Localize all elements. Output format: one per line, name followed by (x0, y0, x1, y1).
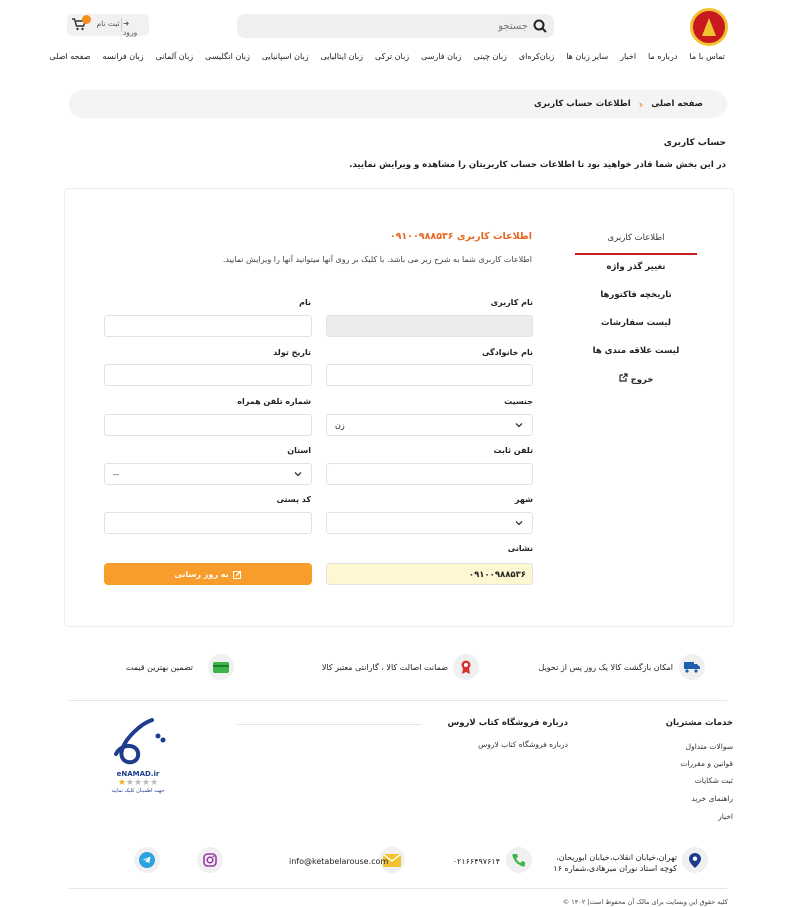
province-label: استان (287, 446, 311, 455)
footer-address-line2: کوچه استاد نوران میرهادی،شماره ۱۶ (553, 864, 677, 873)
nav-item-news[interactable]: اخبار (620, 52, 637, 61)
nav-item-persian[interactable]: زبان فارسی (421, 52, 462, 61)
location-icon (682, 847, 708, 873)
enamad-logo-icon (108, 716, 168, 766)
breadcrumb-home[interactable]: صفحه اصلی (651, 99, 703, 109)
chevron-down-icon (514, 420, 524, 430)
enamad-badge[interactable] (108, 716, 168, 792)
nav-item-turkish[interactable]: زبان ترکی (375, 52, 410, 61)
footer-address-line1: تهران،خیابان انقلاب،خیابان ابوریحان، (556, 853, 677, 862)
footer-email[interactable]: info@ketabelarouse.com (289, 857, 389, 866)
feature-guarantee: ضمانت اصالت کالا ، گارانتی معتبر کالا (321, 663, 448, 672)
breadcrumb-current: اطلاعات حساب کاربری (534, 99, 631, 109)
gender-select[interactable] (326, 414, 533, 436)
address-label: نشانی (507, 544, 533, 553)
nav-item-home[interactable]: صفحه اصلی (49, 52, 91, 61)
chevron-down-icon (293, 469, 303, 479)
sidebar-item-change-password[interactable]: تغییر گذر واژه (606, 262, 666, 272)
footer-phone[interactable]: ۰۲۱۶۶۴۹۷۶۱۴ (452, 857, 500, 866)
nav-item-chinese[interactable]: زبان چینی (473, 52, 507, 61)
footer-link-rules[interactable]: قوانین و مقررات (680, 759, 733, 768)
update-button-label: به روز رسانی (174, 569, 229, 579)
copyright: کلیه حقوق این وبسایت برای مالک آن محفوظ است| ۱۴۰۲ © (562, 898, 728, 906)
city-label: شهر (514, 495, 533, 504)
username-label: نام کاربری (490, 298, 533, 307)
update-button[interactable] (104, 563, 312, 585)
services-title: خدمات مشتریان (665, 718, 733, 728)
nav-item-italian[interactable]: زبان ایتالیایی (320, 52, 363, 61)
rating-stars: ★★★★★ (117, 778, 159, 788)
edit-icon (233, 570, 242, 579)
footer-link-faq[interactable]: سوالات متداول (685, 742, 733, 751)
first-name-label: نام (299, 298, 311, 307)
address-field[interactable]: ۰۹۱۰۰۹۸۸۵۳۶ (326, 563, 533, 585)
username-field (326, 315, 533, 337)
province-value: -- (113, 469, 119, 479)
divider (69, 888, 727, 889)
form-description: اطلاعات کاربری شما به شرح زیر می باشد. با کلیک بر روی آنها میتوانید آنها را ویرایش نمایید. (222, 255, 532, 264)
postal-code-label: کد پستی (276, 495, 311, 504)
sidebar-item-logout[interactable] (575, 373, 697, 385)
nav-item-about[interactable]: درباره ما (648, 52, 678, 61)
enamad-subtext: جهت اطمینان کلیک نمایید (111, 788, 165, 794)
nav-item-other[interactable]: سایر زبان ها (566, 52, 609, 61)
province-select[interactable] (104, 463, 312, 485)
footer-link-about[interactable]: درباره فروشگاه کتاب لاروس (478, 740, 568, 749)
city-select[interactable] (326, 512, 533, 534)
sidebar-item-orders[interactable]: لیست سفارشات (601, 318, 671, 328)
tab-user-info[interactable]: اطلاعات کاربری (607, 233, 665, 243)
last-name-label: نام خانوادگی (481, 348, 533, 357)
main-nav (49, 52, 725, 66)
nav-item-english[interactable]: زبان انگلیسی (205, 52, 250, 61)
card-icon (208, 654, 234, 680)
truck-icon (679, 654, 705, 680)
postal-code-field[interactable] (104, 512, 312, 534)
phone-label: تلفن ثابت (493, 446, 533, 455)
footer-link-news[interactable]: اخبار (718, 812, 733, 821)
chevron-down-icon (514, 518, 524, 528)
divider (237, 724, 421, 725)
feature-return: امکان بازگشت کالا یک روز پس از تحویل (538, 663, 673, 672)
search-input[interactable] (248, 14, 528, 38)
instagram-icon[interactable] (197, 847, 223, 873)
telegram-icon[interactable] (134, 847, 160, 873)
sidebar-item-invoices[interactable]: تاریخچه فاکتورها (600, 290, 672, 300)
nav-item-korean[interactable]: زبان‌کره‌ای (518, 52, 555, 61)
mobile-label: شماره تلفن همراه (237, 397, 311, 406)
nav-item-french[interactable]: زبان فرانسه (102, 52, 144, 61)
search-icon[interactable] (532, 18, 548, 34)
search-bar[interactable] (237, 14, 554, 38)
divider (121, 18, 122, 32)
birthdate-field[interactable] (104, 364, 312, 386)
form-title: اطلاعات کاربری ۰۹۱۰۰۹۸۸۵۳۶ (389, 231, 532, 242)
last-name-field[interactable] (326, 364, 533, 386)
about-title: درباره فروشگاه کتاب لاروس (447, 718, 568, 728)
site-logo[interactable] (690, 8, 728, 46)
gender-label: جنسیت (504, 397, 533, 406)
chevron-left-icon: ‹ (638, 97, 644, 111)
medal-icon (453, 654, 479, 680)
login-icon: ➜ (123, 19, 130, 28)
first-name-field[interactable] (104, 315, 312, 337)
gender-value: زن (335, 420, 345, 430)
login-link[interactable] (123, 19, 145, 37)
footer-link-complaints[interactable]: ثبت شکایات (694, 776, 733, 785)
active-tab-indicator (575, 253, 697, 255)
external-link-icon (619, 373, 628, 382)
logout-label: خروج (630, 375, 654, 385)
enamad-text: eNAMAD.ir (116, 770, 160, 778)
page-title: حساب کاربری (663, 138, 726, 148)
footer-link-guide[interactable]: راهنمای خرید (691, 794, 733, 803)
page-subtitle: در این بخش شما قادر خواهید بود تا اطلاعات حساب کاربریتان را مشاهده و ویرایش نمایید. (349, 160, 726, 170)
divider (69, 700, 727, 701)
nav-item-spanish[interactable]: زبان اسپانیایی (261, 52, 309, 61)
breadcrumb (69, 90, 727, 118)
phone-icon (506, 847, 532, 873)
nav-item-german[interactable]: زبان آلمانی (155, 52, 194, 61)
login-label: ورود (123, 28, 138, 37)
nav-item-contact[interactable]: تماس با ما (689, 52, 725, 61)
sidebar-item-wishlist[interactable]: لیست علاقه مندی ها (592, 346, 680, 356)
phone-field[interactable] (326, 463, 533, 485)
cart-count-badge (82, 15, 91, 24)
register-link[interactable]: ثبت نام (96, 19, 120, 28)
feature-price: تضمین بهترین قیمت (125, 663, 193, 672)
birthdate-label: تاریخ تولد (273, 348, 311, 357)
auth-cart-box (67, 14, 149, 36)
mobile-field[interactable] (104, 414, 312, 436)
